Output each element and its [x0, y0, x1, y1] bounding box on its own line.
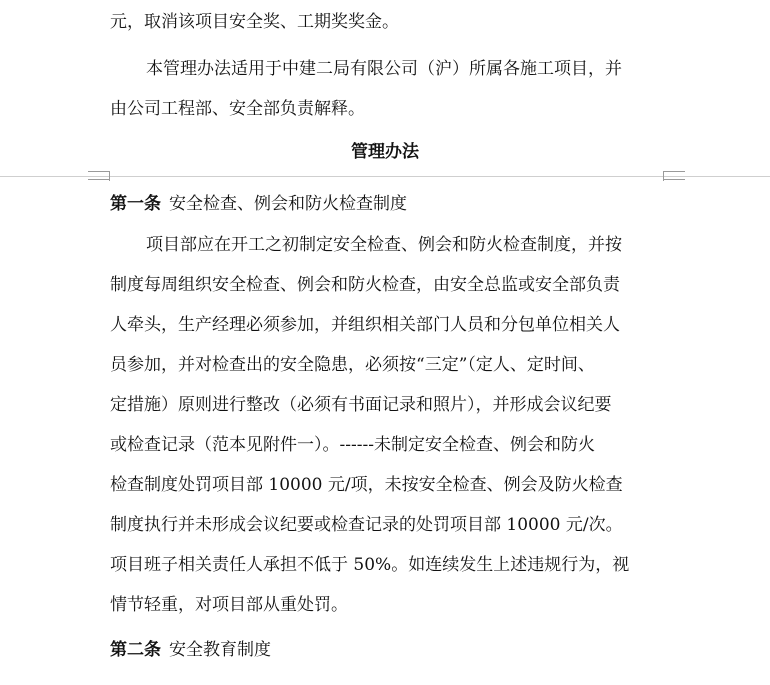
body-text-line: 情节轻重，对项目部从重处罚。: [110, 595, 348, 615]
article-title: 安全教育制度: [169, 640, 271, 660]
body-text-line: 员参加，并对检查出的安全隐患，必须按“三定”（定人、定时间、: [110, 355, 595, 375]
article-title: 安全检查、例会和防火检查制度: [169, 194, 407, 214]
section-heading: 管理办法: [351, 142, 419, 162]
body-text-line: 制度执行并未形成会议纪要或检查记录的处罚项目部 10000 元/次。: [110, 515, 623, 535]
body-text-line: 元，取消该项目安全奖、工期奖奖金。: [110, 12, 399, 32]
article-number: 第二条: [110, 640, 161, 660]
body-text-line: 人牵头，生产经理必须参加，并组织相关部门人员和分包单位相关人: [110, 315, 620, 335]
article-heading: [110, 638, 670, 662]
body-text-line: 或检查记录（范本见附件一）。------未制定安全检查、例会和防火: [110, 435, 595, 455]
body-text-line: 由公司工程部、安全部负责解释。: [110, 99, 365, 119]
article-number: 第一条: [110, 194, 161, 214]
body-text-line: 项目部应在开工之初制定安全检查、例会和防火检查制度，并按: [146, 235, 622, 255]
body-text-line: 本管理办法适用于中建二局有限公司（沪）所属各施工项目，并: [146, 59, 622, 79]
document-page-top: [0, 0, 770, 176]
article-heading: [110, 192, 670, 216]
body-text-line: 项目班子相关责任人承担不低于 50%。如连续发生上述违规行为，视: [110, 555, 630, 575]
body-text-line: 定措施）原则进行整改（必须有书面记录和照片），并形成会议纪要: [110, 395, 612, 415]
body-text-line: 检查制度处罚项目部 10000 元/项，未按安全检查、例会及防火检查: [110, 475, 623, 495]
document-page-bottom: [0, 177, 770, 685]
body-text-line: 制度每周组织安全检查、例会和防火检查，由安全总监或安全部负责: [110, 275, 620, 295]
